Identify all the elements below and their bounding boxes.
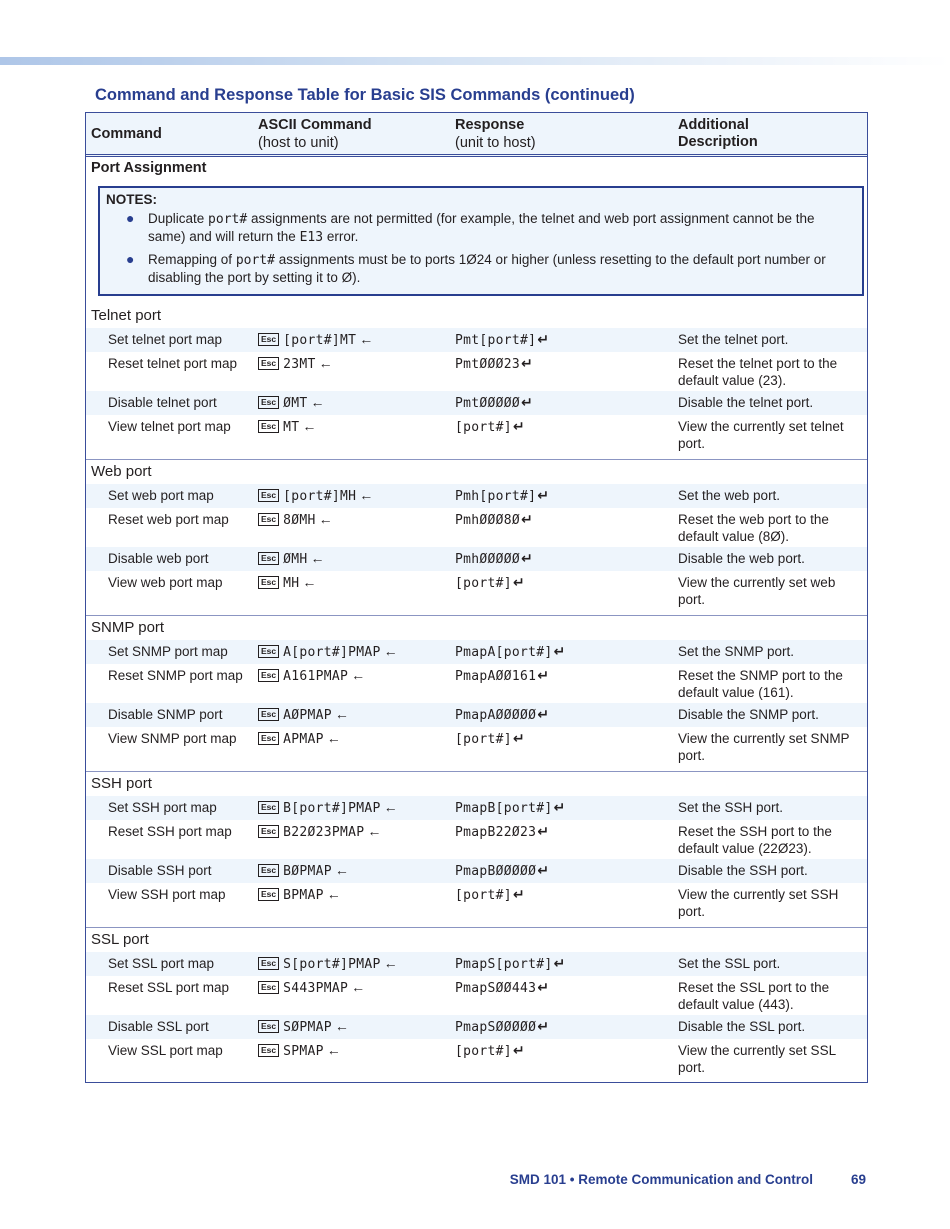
esc-key-icon: Esc (258, 1020, 279, 1033)
command-name: View SSL port map (108, 1043, 223, 1058)
ascii-code: SØPMAP (283, 1020, 332, 1035)
enter-icon: ↵ (521, 394, 533, 410)
table-row (86, 1039, 867, 1078)
table-header (86, 112, 867, 157)
esc-key-icon: Esc (258, 513, 279, 526)
command-name: Disable telnet port (108, 395, 217, 410)
table-row (86, 1015, 867, 1039)
left-arrow-icon: ← (359, 487, 374, 503)
command-name: Set SSH port map (108, 800, 217, 815)
enter-icon: ↵ (512, 418, 525, 434)
response-code: [port#] (455, 1044, 512, 1059)
esc-key-icon: Esc (258, 420, 279, 433)
response-code: PmtØØØ23 (455, 357, 521, 372)
response (455, 799, 565, 817)
ascii-code: 23MT (283, 357, 316, 372)
enter-icon: ↵ (537, 1018, 550, 1034)
table-row (86, 328, 867, 352)
additional-description: Disable the telnet port. (678, 395, 814, 410)
ascii-command (258, 730, 341, 748)
additional-description: View the currently set web port. (678, 575, 836, 607)
response (455, 862, 549, 880)
enter-icon: ↵ (512, 886, 525, 902)
header-additional: Additional Description (678, 117, 758, 150)
ascii-code: S[port#]PMAP (283, 957, 381, 972)
esc-key-icon: Esc (258, 396, 279, 409)
table-row (86, 571, 867, 610)
esc-key-icon: Esc (258, 552, 279, 565)
left-arrow-icon: ← (334, 1018, 349, 1034)
esc-key-icon: Esc (258, 825, 279, 838)
ascii-code: ØMH (283, 552, 308, 567)
ascii-code: AØPMAP (283, 708, 332, 723)
ascii-command (258, 487, 373, 505)
ascii-command (258, 979, 365, 997)
ascii-code: BPMAP (283, 888, 324, 903)
table-row (86, 883, 867, 922)
notes-title: NOTES: (106, 192, 158, 207)
additional-description: Set the SSL port. (678, 956, 781, 971)
table-row (86, 703, 867, 727)
additional-description: View the currently set SNMP port. (678, 731, 850, 763)
command-name: Reset SSH port map (108, 824, 232, 839)
left-arrow-icon: ← (334, 862, 349, 878)
ascii-code: A[port#]PMAP (283, 645, 381, 660)
command-name: Set web port map (108, 488, 214, 503)
ascii-code: 8ØMH (283, 513, 316, 528)
section-title: Web port (91, 463, 152, 480)
response-code: [port#] (455, 732, 512, 747)
ascii-command (258, 643, 398, 661)
table-row (86, 859, 867, 883)
command-name: Reset telnet port map (108, 356, 238, 371)
table-row (86, 664, 867, 703)
ascii-command (258, 823, 381, 841)
enter-icon: ↵ (537, 331, 550, 347)
left-arrow-icon: ← (310, 550, 325, 566)
command-name: Set telnet port map (108, 332, 223, 347)
response (455, 955, 565, 973)
left-arrow-icon: ← (351, 667, 366, 683)
command-name: View telnet port map (108, 419, 231, 434)
header-response: Response (unit to host) (455, 117, 536, 151)
enter-icon: ↵ (553, 955, 566, 971)
ascii-command (258, 331, 373, 349)
additional-description: Set the SSH port. (678, 800, 784, 815)
esc-key-icon: Esc (258, 333, 279, 346)
table-row (86, 820, 867, 859)
esc-key-icon: Esc (258, 864, 279, 877)
response-code: PmapA[port#] (455, 645, 553, 660)
response-code: PmapBØØØØØ (455, 864, 537, 879)
table-row (86, 508, 867, 547)
command-name: Reset SNMP port map (108, 668, 243, 683)
bullet-icon: ● (126, 251, 135, 267)
additional-description: View the currently set SSL port. (678, 1043, 836, 1075)
port-sections (86, 304, 867, 1082)
left-arrow-icon: ← (326, 886, 341, 902)
response-code: PmapAØØ161 (455, 669, 537, 684)
response-code: PmapB22Ø23 (455, 825, 537, 840)
left-arrow-icon: ← (383, 643, 398, 659)
response-code: [port#] (455, 576, 512, 591)
enter-icon: ↵ (512, 730, 525, 746)
ascii-command (258, 886, 341, 904)
additional-description: Set the SNMP port. (678, 644, 795, 659)
esc-key-icon: Esc (258, 645, 279, 658)
response-code: PmhØØØ8Ø (455, 513, 521, 528)
left-arrow-icon: ← (351, 979, 366, 995)
enter-icon: ↵ (553, 643, 566, 659)
command-name: Disable SNMP port (108, 707, 223, 722)
table-row (86, 796, 867, 820)
esc-key-icon: Esc (258, 576, 279, 589)
command-name: View SSH port map (108, 887, 226, 902)
enter-icon: ↵ (537, 979, 550, 995)
left-arrow-icon: ← (326, 1042, 341, 1058)
enter-icon: ↵ (537, 487, 550, 503)
table-row (86, 352, 867, 391)
header-ascii: ASCII Command (host to unit) (258, 117, 372, 151)
notes-box (98, 186, 864, 296)
ascii-command (258, 394, 325, 412)
table-row (86, 415, 867, 454)
section-title: SSL port (91, 931, 149, 948)
header-command: Command (91, 126, 162, 142)
additional-description: Set the telnet port. (678, 332, 789, 347)
left-arrow-icon: ← (302, 418, 317, 434)
ascii-code: [port#]MH (283, 489, 357, 504)
ascii-command (258, 1018, 349, 1036)
enter-icon: ↵ (521, 511, 533, 527)
table-row (86, 391, 867, 415)
left-arrow-icon: ← (367, 823, 382, 839)
ascii-command (258, 667, 365, 685)
command-name: Disable web port (108, 551, 209, 566)
esc-key-icon: Esc (258, 801, 279, 814)
page-title: Command and Response Table for Basic SIS Commands (continued) (95, 86, 635, 104)
enter-icon: ↵ (537, 823, 550, 839)
additional-description: Reset the web port to the default value (8Ø). (678, 512, 829, 544)
left-arrow-icon: ← (302, 574, 317, 590)
esc-key-icon: Esc (258, 357, 279, 370)
response-code: PmapB[port#] (455, 801, 553, 816)
footer-text: SMD 101 • Remote Communication and Control (509, 1172, 813, 1187)
enter-icon: ↵ (512, 1042, 525, 1058)
response (455, 643, 565, 661)
response-code: Pmh[port#] (455, 489, 537, 504)
additional-description: View the currently set telnet port. (678, 419, 844, 451)
top-decorative-band (0, 57, 950, 65)
command-table (85, 112, 868, 1083)
ascii-command (258, 799, 398, 817)
response (455, 550, 533, 568)
response (455, 1018, 549, 1036)
port-section (86, 772, 867, 928)
enter-icon: ↵ (537, 862, 550, 878)
response (455, 730, 525, 748)
response (455, 487, 549, 505)
response-code: PmtØØØØØ (455, 396, 521, 411)
section-title: Telnet port (91, 307, 162, 324)
esc-key-icon: Esc (258, 981, 279, 994)
enter-icon: ↵ (537, 667, 550, 683)
esc-key-icon: Esc (258, 669, 279, 682)
page-footer (510, 1172, 866, 1187)
command-name: Set SSL port map (108, 956, 215, 971)
left-arrow-icon: ← (326, 730, 341, 746)
enter-icon: ↵ (537, 706, 550, 722)
ascii-code: BØPMAP (283, 864, 332, 879)
table-row (86, 976, 867, 1015)
left-arrow-icon: ← (359, 331, 374, 347)
page-number: 69 (850, 1172, 866, 1187)
port-section (86, 928, 867, 1082)
command-name: Disable SSH port (108, 863, 212, 878)
response-code: PmhØØØØØ (455, 552, 521, 567)
response-code: PmapS[port#] (455, 957, 553, 972)
response-code: [port#] (455, 420, 512, 435)
command-name: Reset web port map (108, 512, 229, 527)
response-code: PmapSØØ443 (455, 981, 537, 996)
table-row (86, 484, 867, 508)
esc-key-icon: Esc (258, 732, 279, 745)
response-code: [port#] (455, 888, 512, 903)
response (455, 394, 533, 412)
ascii-code: S443PMAP (283, 981, 349, 996)
ascii-command (258, 1042, 341, 1060)
ascii-code: [port#]MT (283, 333, 357, 348)
additional-description: Reset the SNMP port to the default value (161). (678, 668, 843, 700)
port-section (86, 460, 867, 616)
enter-icon: ↵ (512, 574, 525, 590)
ascii-code: MT (283, 420, 300, 435)
ascii-code: ØMT (283, 396, 308, 411)
command-name: Set SNMP port map (108, 644, 228, 659)
response (455, 355, 533, 373)
port-section (86, 616, 867, 772)
ascii-code: A161PMAP (283, 669, 349, 684)
left-arrow-icon: ← (318, 355, 333, 371)
esc-key-icon: Esc (258, 708, 279, 721)
response-code: PmapAØØØØØ (455, 708, 537, 723)
additional-description: Set the web port. (678, 488, 781, 503)
command-name: View SNMP port map (108, 731, 237, 746)
response (455, 1042, 525, 1060)
left-arrow-icon: ← (310, 394, 325, 410)
left-arrow-icon: ← (383, 799, 398, 815)
left-arrow-icon: ← (318, 511, 333, 527)
ascii-command (258, 706, 349, 724)
ascii-command (258, 550, 325, 568)
table-row (86, 547, 867, 571)
table-row (86, 640, 867, 664)
response-code: PmapSØØØØØ (455, 1020, 537, 1035)
port-assignment-heading: Port Assignment (91, 160, 207, 176)
response (455, 667, 549, 685)
additional-description: Reset the telnet port to the default value (23). (678, 356, 838, 388)
response (455, 886, 525, 904)
additional-description: Disable the SSL port. (678, 1019, 806, 1034)
note-item: ● Remapping of port# assignments must be to ports 1Ø24 or higher (unless resetting to the default port number or disabling the port by setting it to Ø). (126, 251, 826, 285)
additional-description: Disable the SNMP port. (678, 707, 819, 722)
response (455, 706, 549, 724)
ascii-code: B22Ø23PMAP (283, 825, 365, 840)
command-name: View web port map (108, 575, 223, 590)
command-name: Disable SSL port (108, 1019, 209, 1034)
ascii-command (258, 862, 349, 880)
response (455, 979, 549, 997)
response (455, 511, 533, 529)
ascii-command (258, 955, 398, 973)
enter-icon: ↵ (521, 355, 533, 371)
response-code: Pmt[port#] (455, 333, 537, 348)
enter-icon: ↵ (521, 550, 533, 566)
esc-key-icon: Esc (258, 888, 279, 901)
response (455, 823, 549, 841)
ascii-code: B[port#]PMAP (283, 801, 381, 816)
ascii-command (258, 418, 316, 436)
ascii-code: APMAP (283, 732, 324, 747)
table-row (86, 952, 867, 976)
table-row (86, 727, 867, 766)
left-arrow-icon: ← (383, 955, 398, 971)
additional-description: Disable the web port. (678, 551, 805, 566)
bullet-icon: ● (126, 210, 135, 226)
esc-key-icon: Esc (258, 1044, 279, 1057)
port-section (86, 304, 867, 460)
enter-icon: ↵ (553, 799, 566, 815)
response (455, 418, 525, 436)
additional-description: Reset the SSL port to the default value (443). (678, 980, 830, 1012)
response (455, 574, 525, 592)
ascii-command (258, 355, 333, 373)
ascii-code: SPMAP (283, 1044, 324, 1059)
additional-description: Disable the SSH port. (678, 863, 808, 878)
ascii-code: MH (283, 576, 300, 591)
additional-description: Reset the SSH port to the default value (22Ø23). (678, 824, 832, 856)
ascii-command (258, 574, 316, 592)
response (455, 331, 549, 349)
left-arrow-icon: ← (334, 706, 349, 722)
additional-description: View the currently set SSH port. (678, 887, 839, 919)
esc-key-icon: Esc (258, 489, 279, 502)
section-title: SSH port (91, 775, 152, 792)
command-name: Reset SSL port map (108, 980, 230, 995)
ascii-command (258, 511, 333, 529)
esc-key-icon: Esc (258, 957, 279, 970)
section-title: SNMP port (91, 619, 165, 636)
note-item: ● Duplicate port# assignments are not permitted (for example, the telnet and web port assignment cannot be the same) and will return the E13 error. (126, 210, 815, 245)
